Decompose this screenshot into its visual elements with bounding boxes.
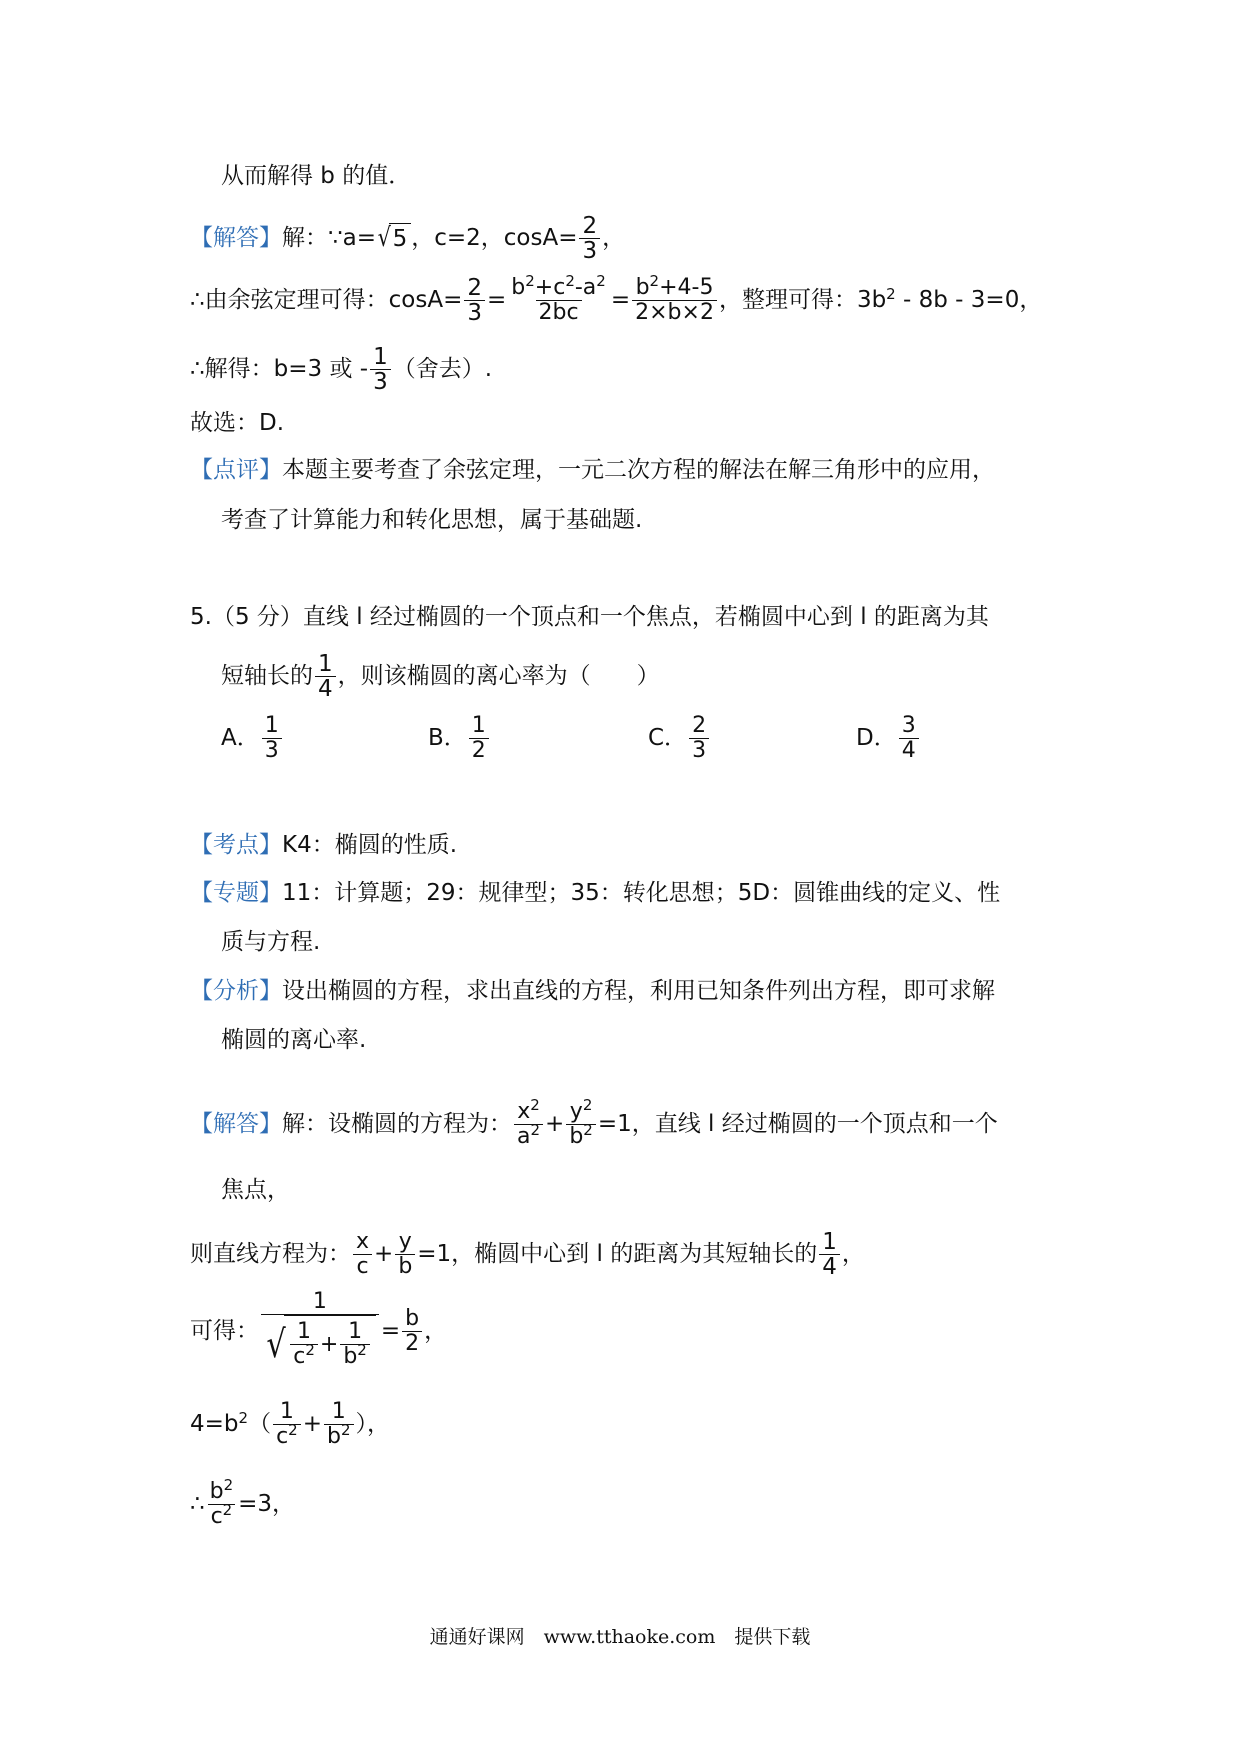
answer-tag: 【解答】: [190, 1111, 282, 1137]
fraction: $\frac{b}{2}$: [402, 1307, 422, 1356]
simplified-equation: $4=b^2$（ $\frac{1}{c^2}$ + $\frac{1}{b^2}$ ），: [190, 1399, 391, 1449]
fraction: $\frac{x}{c}$: [353, 1230, 372, 1279]
analysis-line: 【分析】设出椭圆的方程，求出直线的方程，利用已知条件列出方程，即可求解: [190, 978, 995, 1004]
distance-equation: 可得： 1 √ $\frac{1}{c^2}$ + $\frac{1}{b^2}$ = $\frac{b}{2}$ ，: [190, 1290, 447, 1373]
choice-line: 故选：D.: [190, 410, 285, 436]
q5-answer-line: 【解答】解：设椭圆的方程为： $\frac{x^2}{a^2}$ + $\frac{y^2}{b^2}$ =1，直线 l 经过椭圆的一个顶点和一个: [190, 1096, 998, 1149]
ratio-equation: ∴ $\frac{b^2}{c^2}$ =3，: [190, 1476, 296, 1529]
fraction: $\frac{b^2+4-5}{2\times b\times 2}$: [632, 276, 717, 325]
fraction: $\frac{1}{4}$: [315, 652, 336, 701]
fraction: $\frac{1}{3}$: [370, 345, 391, 394]
knowledge-tag: 【考点】: [190, 832, 282, 858]
fraction: $\frac{2}{3}$: [579, 214, 600, 263]
fraction: $\frac{y^2}{b^2}$: [566, 1100, 596, 1149]
fraction: $\frac{1}{b^2}$: [324, 1400, 354, 1449]
analysis-tag: 【分析】: [190, 978, 282, 1004]
fraction: $\frac{1}{3}$: [262, 714, 282, 763]
cosine-line: ∴由余弦定理可得：cosA= $\frac{2}{3}$ = $\frac{b^2+c^2-a^2}{2bc}$ = $\frac{b^2+4-5}{2\times b\times 2}$ ，整理可得：$3b^2 - 8b - 3=0$，: [190, 272, 1043, 326]
topic-line: 【专题】11：计算题；29：规律型；35：转化思想；5D：圆锥曲线的定义、性: [190, 880, 1001, 906]
topic-tag: 【专题】: [190, 880, 282, 906]
fraction: $\frac{b^2+c^2-a^2}{2bc}$: [511, 272, 606, 325]
fraction: $\frac{2}{3}$: [464, 276, 485, 325]
fraction: 1 √ $\frac{1}{c^2}$ + $\frac{1}{b^2}$: [261, 1290, 379, 1373]
page-footer: 通通好课网 www.tthaoke.com 提供下载: [429, 1626, 811, 1648]
comment-tag: 【点评】: [190, 457, 282, 483]
fraction: $\frac{3}{4}$: [899, 714, 919, 763]
fraction: $\frac{y}{b}$: [395, 1230, 415, 1279]
fraction: $\frac{x^2}{a^2}$: [514, 1100, 543, 1149]
solution-line: ∴解得：b=3 或 - $\frac{1}{3}$ （舍去）.: [190, 344, 493, 395]
q5-answer-line-2: 焦点，: [221, 1177, 290, 1203]
fraction: $\frac{1}{4}$: [819, 1230, 840, 1279]
option-b: B． $\frac{1}{2}$: [428, 714, 491, 763]
knowledge-line: 【考点】K4：椭圆的性质.: [190, 832, 458, 858]
answer-line: 【解答】解：∵a= √ 5 ，c=2，cosA= $\frac{2}{3}$ ，: [190, 213, 626, 264]
comment-line: 【点评】本题主要考查了余弦定理，一元二次方程的解法在解三角形中的应用，: [190, 457, 995, 483]
line-equation: 则直线方程为： $\frac{x}{c}$ + $\frac{y}{b}$ =1，椭圆中心到 l 的距离为其短轴长的 $\frac{1}{4}$ ，: [190, 1229, 865, 1280]
topic-line-2: 质与方程.: [221, 929, 321, 955]
fraction: $\frac{2}{3}$: [689, 714, 709, 763]
analysis-line-2: 椭圆的离心率.: [221, 1027, 367, 1053]
answer-tag: 【解答】: [190, 225, 282, 251]
sqrt-5: √ 5: [376, 223, 411, 254]
text-line: 从而解得 b 的值．: [221, 163, 412, 189]
fraction: $\frac{b^2}{c^2}$: [207, 1480, 237, 1529]
option-c: C． $\frac{2}{3}$: [648, 714, 711, 763]
comment-line-2: 考查了计算能力和转化思想，属于基础题.: [221, 507, 643, 533]
question-5-stem: 5.（5 分）直线 l 经过椭圆的一个顶点和一个焦点，若椭圆中心到 l 的距离为其: [190, 604, 989, 630]
fraction: $\frac{1}{c^2}$: [273, 1400, 301, 1449]
question-5-stem-2: 短轴长的 $\frac{1}{4}$ ，则该椭圆的离心率为（ ）: [221, 651, 660, 702]
option-d: D． $\frac{3}{4}$: [856, 714, 921, 763]
fraction: $\frac{1}{2}$: [469, 714, 489, 763]
option-a: A． $\frac{1}{3}$: [221, 714, 284, 763]
